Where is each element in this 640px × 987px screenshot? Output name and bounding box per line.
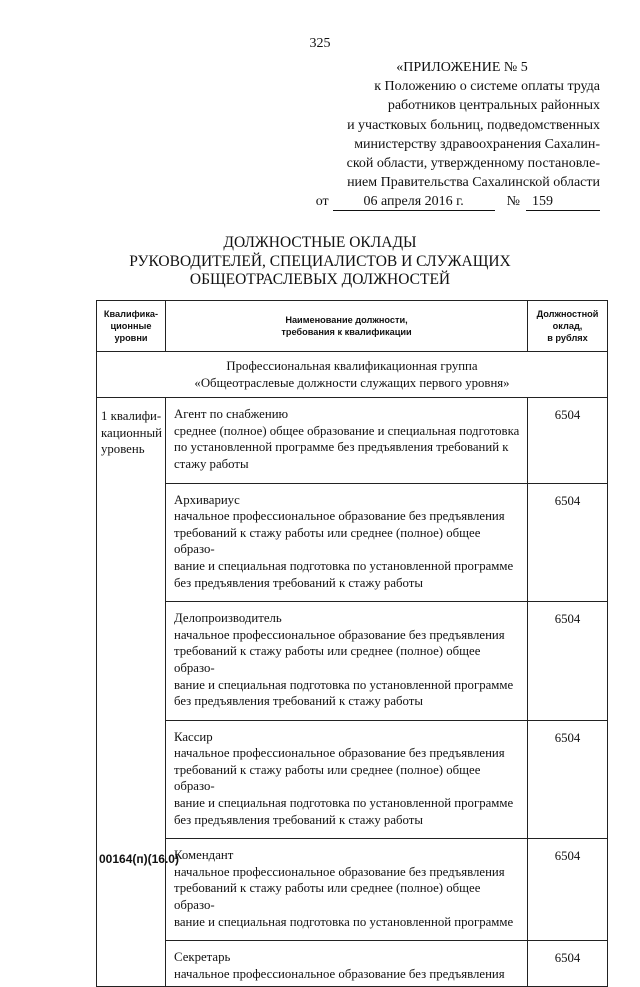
appendix-line: нием Правительства Сахалинской области <box>347 175 600 191</box>
position-name: Агент по снабжению <box>174 407 289 422</box>
position-cell <box>166 398 528 483</box>
level-label-line: 1 квалифи- <box>101 409 162 424</box>
header-salary-line: в рублях <box>547 333 588 343</box>
position-cell <box>166 720 528 839</box>
title-line: ДОЛЖНОСТНЫЕ ОКЛАДЫ <box>223 234 417 251</box>
level-cell <box>97 398 166 987</box>
position-requirements: начальное профессиональное образование без предъявления <box>174 966 505 981</box>
position-requirements: по установленной программе без предъявления требований к <box>174 440 509 455</box>
position-name: Кассир <box>174 729 213 744</box>
title-line: РУКОВОДИТЕЛЕЙ, СПЕЦИАЛИСТОВ И СЛУЖАЩИХ <box>129 252 511 270</box>
header-level <box>97 301 166 352</box>
group-title-line: «Общеотраслевые должности служащих первого уровня» <box>194 375 510 390</box>
approval-number: 159 <box>526 194 600 211</box>
appendix-heading-block <box>300 58 600 212</box>
header-salary-line: Должностной <box>536 309 599 319</box>
position-requirements: требований к стажу работы или среднее (полное) общее образо- <box>174 644 481 675</box>
position-requirements: требований к стажу работы или среднее (полное) общее образо- <box>174 762 481 794</box>
salary-cell: 6504 <box>528 839 608 941</box>
position-requirements: начальное профессиональное образование без предъявления <box>174 627 505 642</box>
position-requirements: вание и специальная подготовка по установленной программе <box>174 796 514 811</box>
page-number: 325 <box>309 36 331 51</box>
position-cell <box>166 941 528 987</box>
position-cell <box>166 483 528 602</box>
header-level-line: Квалифика- <box>103 309 159 319</box>
position-cell <box>166 602 528 721</box>
header-level-line: уровни <box>114 333 148 343</box>
approval-line <box>300 192 600 211</box>
group-cell <box>97 352 608 398</box>
group-title-line: Профессиональная квалификационная группа <box>226 359 478 373</box>
header-salary-line: оклад, <box>552 321 583 331</box>
table-row <box>97 483 608 602</box>
appendix-line: министерству здравоохранения Сахалин- <box>354 136 600 152</box>
group-row <box>97 352 608 398</box>
header-salary <box>528 301 608 352</box>
header-name-line: Наименование должности, <box>285 315 408 325</box>
salary-cell: 6504 <box>528 602 608 721</box>
number-sign: № <box>506 194 520 210</box>
position-name: Секретарь <box>174 950 231 965</box>
position-cell <box>166 839 528 941</box>
position-name: Архивариус <box>174 492 240 507</box>
position-requirements: начальное профессиональное образование без предъявления <box>174 746 505 761</box>
header-name-line: требования к квалификации <box>281 327 412 337</box>
position-requirements: стажу работы <box>174 456 249 471</box>
appendix-title: «ПРИЛОЖЕНИЕ № 5 <box>396 60 528 75</box>
salary-cell: 6504 <box>528 398 608 483</box>
salary-table <box>96 300 608 987</box>
level-label-line: кационный <box>101 425 162 440</box>
salary-cell: 6504 <box>528 483 608 602</box>
position-requirements: среднее (полное) общее образование и специальная подготовка <box>174 423 520 438</box>
table-row <box>97 602 608 721</box>
position-requirements: требований к стажу работы или среднее (полное) общее образо- <box>174 881 481 913</box>
table-row <box>97 720 608 839</box>
salary-cell: 6504 <box>528 720 608 839</box>
position-requirements: начальное профессиональное образование без предъявления <box>174 864 505 879</box>
header-level-line: ционные <box>110 321 152 331</box>
position-requirements: требований к стажу работы или среднее (полное) общее образо- <box>174 525 481 557</box>
level-label-line: уровень <box>101 442 145 457</box>
position-requirements: вание и специальная подготовка по установленной программе <box>174 914 514 929</box>
position-requirements: начальное профессиональное образование без предъявления <box>174 509 505 524</box>
table-row <box>97 398 608 483</box>
from-label: от <box>315 194 329 210</box>
title-line: ОБЩЕОТРАСЛЕВЫХ ДОЛЖНОСТЕЙ <box>189 271 451 288</box>
table-header-row <box>97 301 608 352</box>
appendix-line: и участковых больниц, подведомственных <box>347 117 600 133</box>
appendix-line: к Положению о системе оплаты труда <box>374 79 600 95</box>
table-row <box>97 941 608 987</box>
appendix-line: работников центральных районных <box>387 98 600 114</box>
approval-date: 06 апреля 2016 г. <box>333 194 495 211</box>
position-name: Комендант <box>174 848 234 863</box>
position-requirements: вание и специальная подготовка по установленной программе <box>174 558 514 573</box>
header-name <box>166 301 528 352</box>
position-name: Делопроизводитель <box>174 611 282 626</box>
document-title <box>0 234 640 290</box>
salary-cell: 6504 <box>528 941 608 987</box>
position-requirements: без предъявления требований к стажу работы <box>174 812 423 827</box>
position-requirements: без предъявления требований к стажу работы <box>174 575 423 590</box>
footer-code: 00164(п)(16.0) <box>99 852 179 866</box>
position-requirements: вание и специальная подготовка по установленной программе <box>174 677 514 692</box>
position-requirements: без предъявления требований к стажу работы <box>174 694 423 709</box>
appendix-line: ской области, утвержденному постановле- <box>346 156 600 172</box>
